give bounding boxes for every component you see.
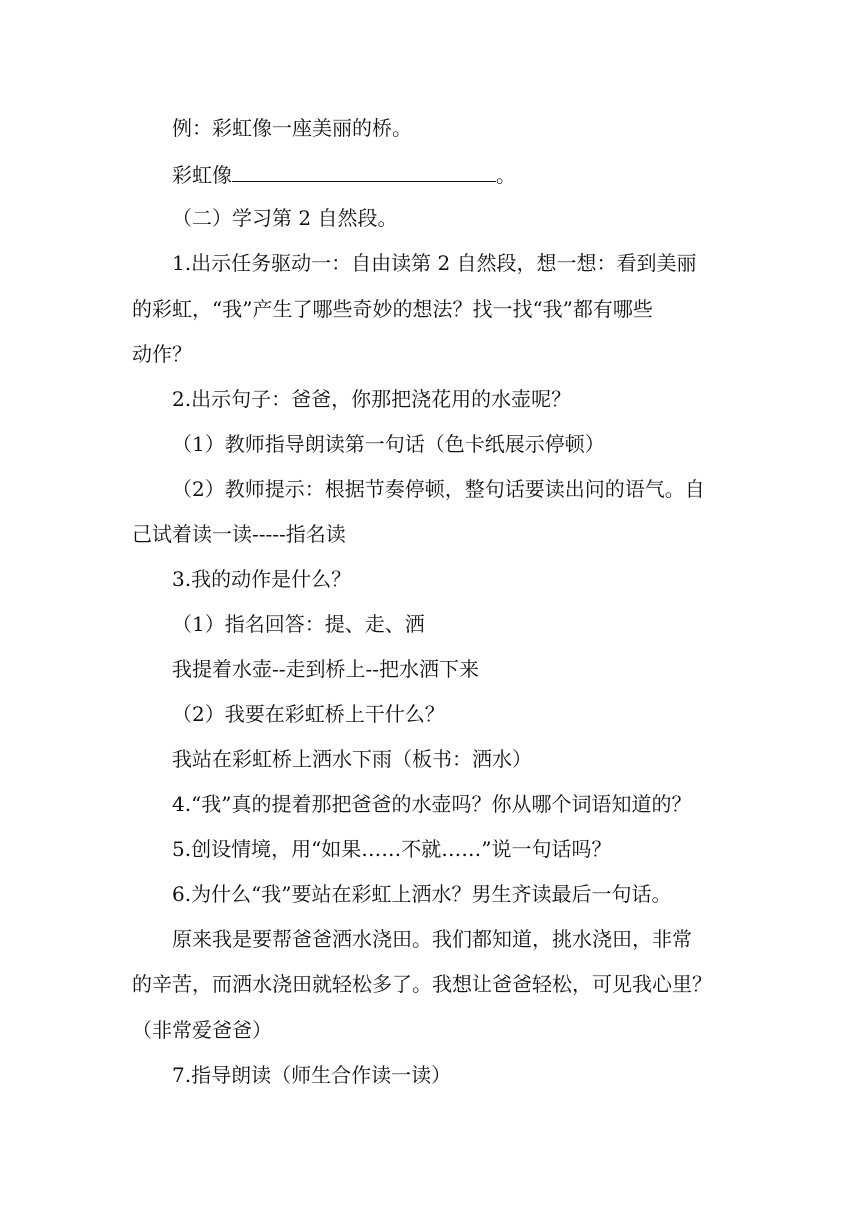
paragraph-line: 的彩虹，“我”产生了哪些奇妙的想法？找一找“我”都有哪些 — [132, 297, 653, 321]
fill-in-prefix: 彩虹像 — [172, 163, 232, 187]
paragraph-line: （2）教师提示：根据节奏停顿，整句话要读出问的语气。自 — [172, 477, 705, 501]
paragraph-line: 4.“我”真的提着那把爸爸的水壶吗？你从哪个词语知道的？ — [172, 792, 692, 816]
fill-in-suffix: 。 — [496, 163, 516, 187]
paragraph-line: 己试着读一读-----指名读 — [132, 522, 346, 546]
paragraph-line: 7.指导朗读（师生合作读一读） — [172, 1063, 452, 1087]
paragraph-line: 动作？ — [132, 342, 192, 366]
paragraph-line: 1.出示任务驱动一：自由读第 2 自然段，想一想：看到美丽 — [172, 251, 697, 275]
paragraph-line: 我站在彩虹桥上洒水下雨（板书：洒水） — [172, 747, 532, 771]
paragraph-line: 2.出示句子：爸爸，你那把浇花用的水壶呢？ — [172, 387, 572, 411]
paragraph-line: （非常爱爸爸） — [132, 1018, 272, 1042]
paragraph-line: （1）指名回答：提、走、洒 — [172, 612, 425, 636]
example-sentence: 例：彩虹像一座美丽的桥。 — [172, 116, 412, 140]
section-heading: （二）学习第 2 自然段。 — [172, 206, 398, 230]
paragraph-line: 原来我是要帮爸爸洒水浇田。我们都知道，挑水浇田，非常 — [172, 927, 692, 951]
paragraph-line: 我提着水壶--走到桥上--把水洒下来 — [172, 657, 480, 681]
paragraph-line: 的辛苦，而洒水浇田就轻松多了。我想让爸爸轻松，可见我心里？ — [132, 972, 712, 996]
paragraph-line: 6.为什么“我”要站在彩虹上洒水？男生齐读最后一句话。 — [172, 882, 672, 906]
fill-in-sentence — [172, 159, 516, 189]
paragraph-line: 5.创设情境，用“如果……不就……”说一句话吗？ — [172, 837, 612, 861]
paragraph-line: （2）我要在彩虹桥上干什么？ — [172, 702, 445, 726]
paragraph-line: 3.我的动作是什么？ — [172, 567, 352, 591]
paragraph-line: （1）教师指导朗读第一句话（色卡纸展示停顿） — [172, 432, 605, 456]
answer-blank — [232, 159, 496, 182]
